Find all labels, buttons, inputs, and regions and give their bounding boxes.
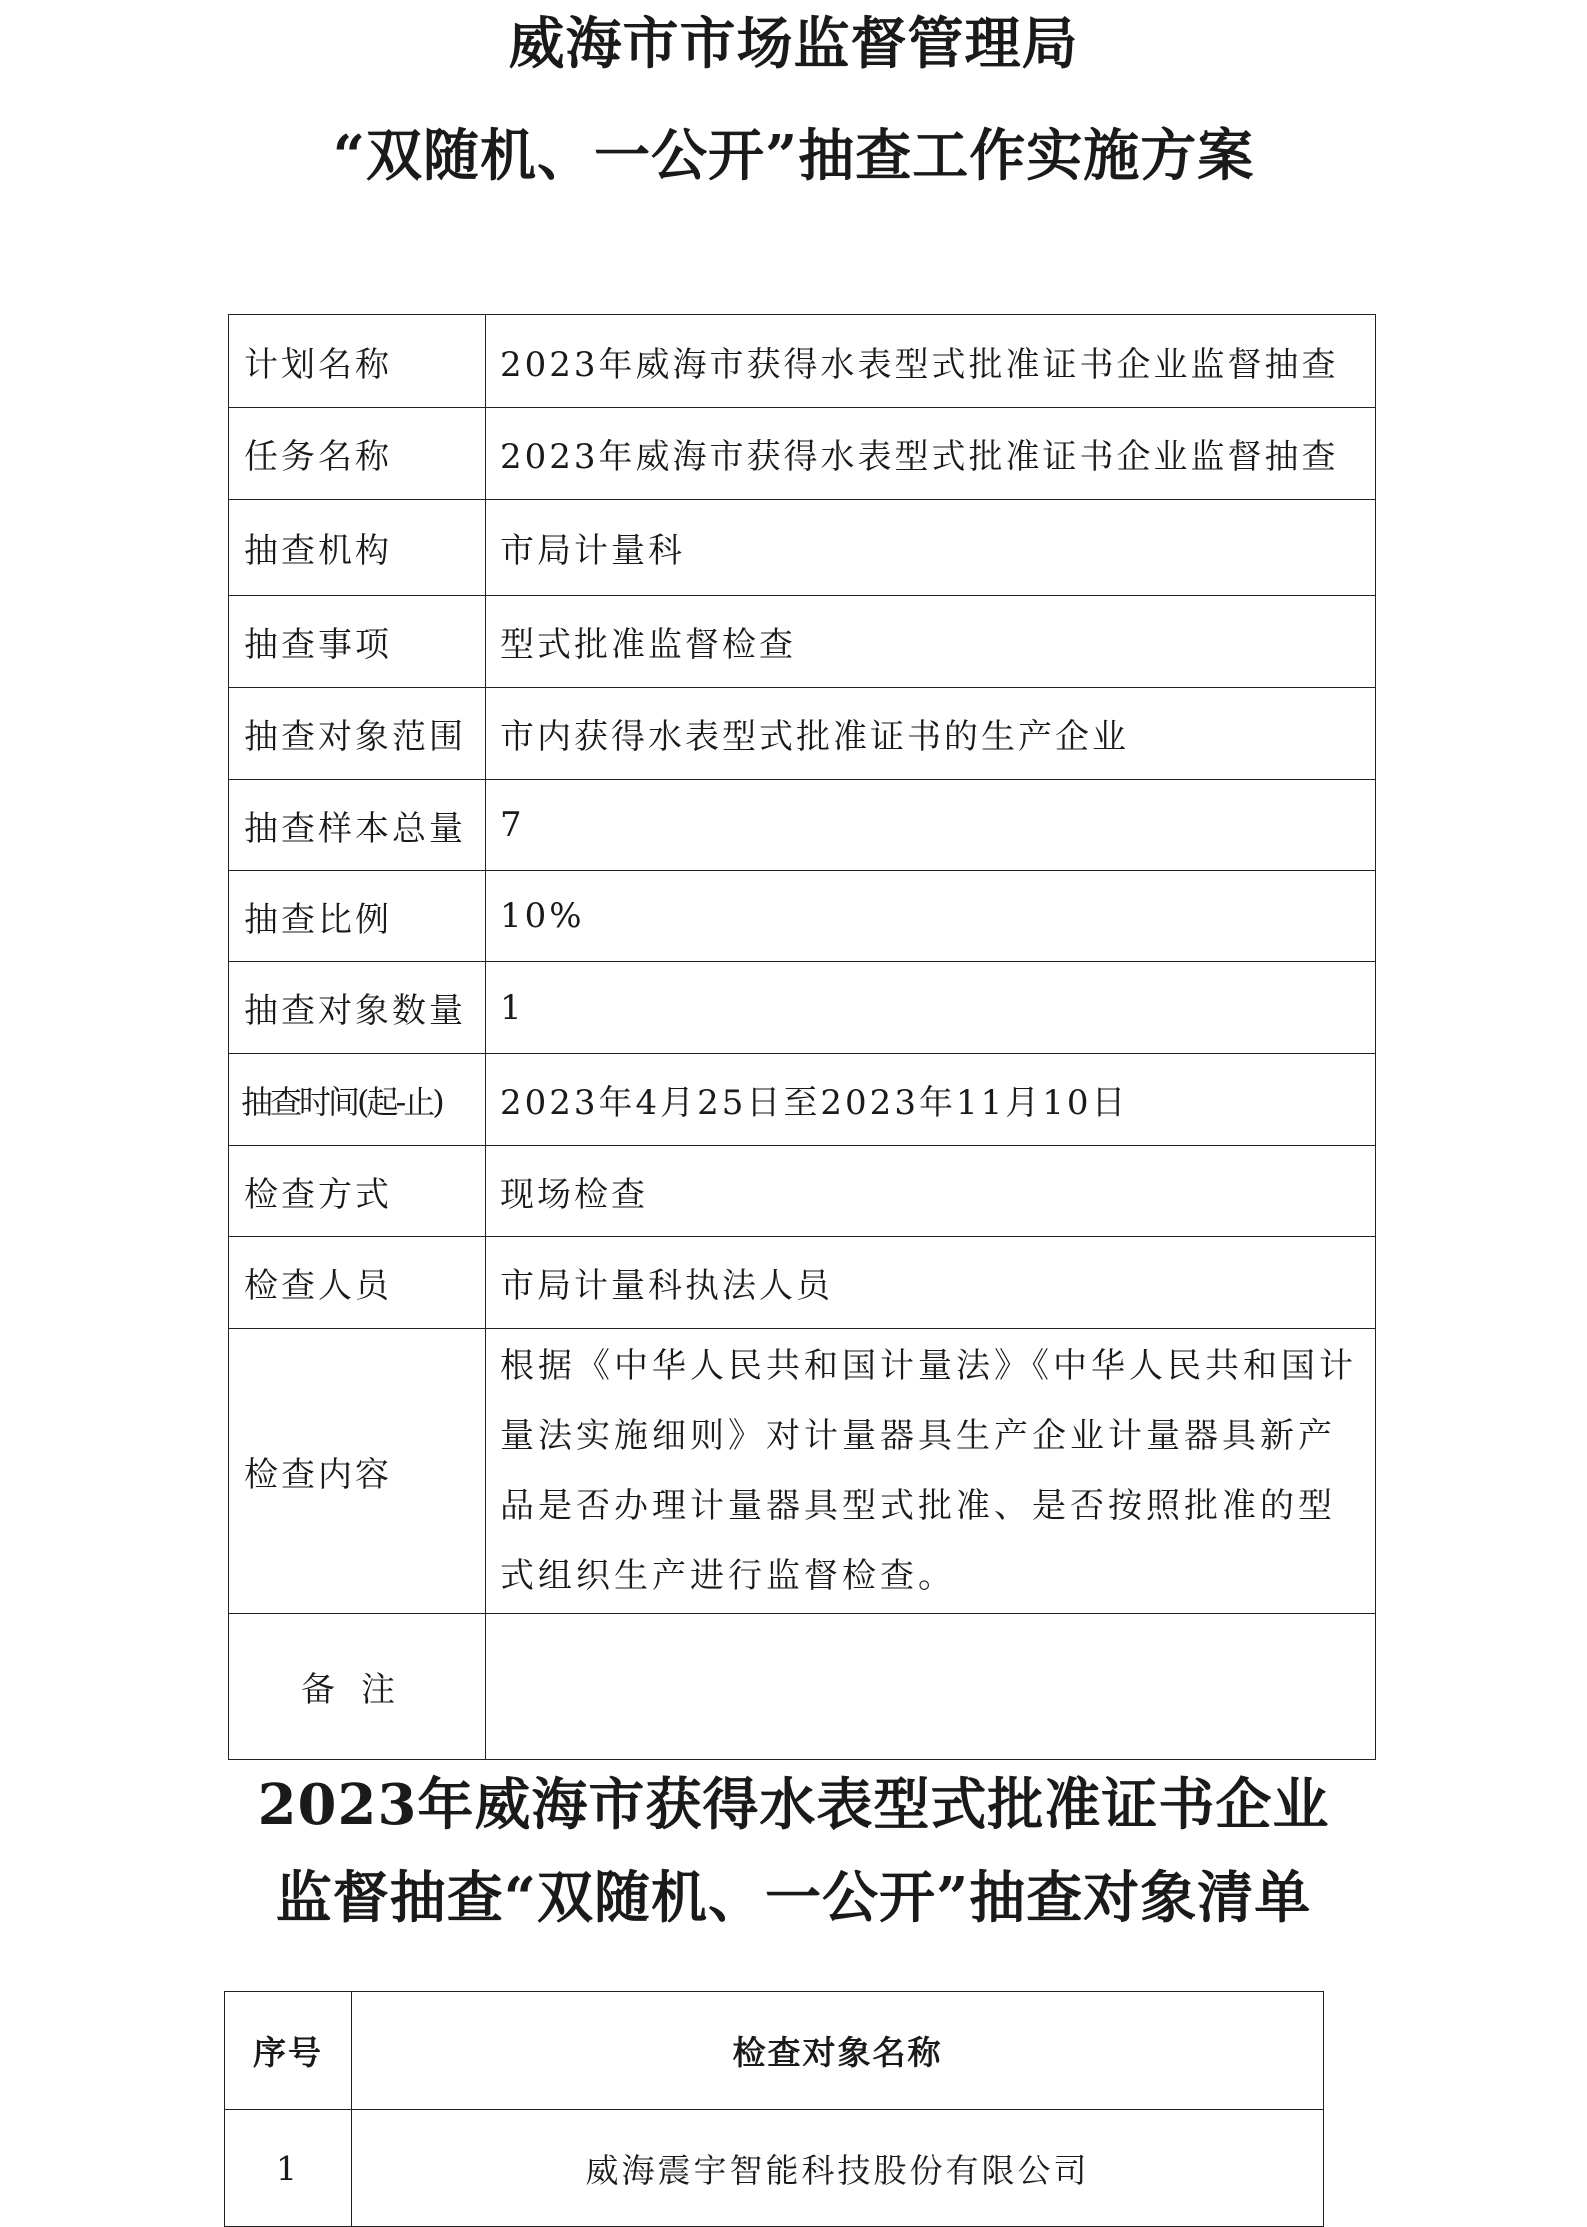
- row-label: 抽查比例: [229, 871, 486, 962]
- row-label: 检查方式: [229, 1146, 486, 1237]
- plan-row-task-name: [229, 408, 1376, 500]
- row-label: 备注: [229, 1614, 486, 1760]
- row-label: 抽查样本总量: [229, 780, 486, 871]
- row-label: 抽查事项: [229, 596, 486, 688]
- cell-name: 威海震宇智能科技股份有限公司: [352, 2110, 1324, 2227]
- row-value: 市局计量科执法人员: [486, 1237, 1376, 1329]
- row-value: 2023年4月25日至2023年11月10日: [486, 1054, 1376, 1146]
- row-value: 型式批准监督检查: [486, 596, 1376, 688]
- plan-row-content: [229, 1329, 1376, 1614]
- column-header-name: 检查对象名称: [352, 1992, 1324, 2110]
- column-header-index: 序号: [225, 1992, 352, 2110]
- plan-row-period: [229, 1054, 1376, 1146]
- row-label: 抽查机构: [229, 500, 486, 596]
- row-label: 检查内容: [229, 1329, 486, 1614]
- plan-row-plan-name: [229, 315, 1376, 408]
- row-label: 抽查对象数量: [229, 962, 486, 1054]
- plan-row-scope: [229, 688, 1376, 780]
- row-label: 抽查时间(起-止): [229, 1054, 486, 1146]
- row-label: 抽查对象范围: [229, 688, 486, 780]
- list-title-line-2: 监督抽查“双随机、一公开”抽查对象清单: [275, 1865, 1312, 1931]
- row-value: 市局计量科: [486, 500, 1376, 596]
- plan-row-item: [229, 596, 1376, 688]
- row-value: 现场检查: [486, 1146, 1376, 1237]
- plan-row-remarks: [229, 1614, 1376, 1760]
- row-label: 检查人员: [229, 1237, 486, 1329]
- document-title-line-1: 威海市市场监督管理局: [508, 11, 1079, 77]
- plan-table: [228, 314, 1376, 1760]
- row-value: 2023年威海市获得水表型式批准证书企业监督抽查: [486, 315, 1376, 408]
- plan-row-sample-total: [229, 780, 1376, 871]
- row-label: 计划名称: [229, 315, 486, 408]
- plan-row-object-count: [229, 962, 1376, 1054]
- row-value: 10%: [486, 871, 1376, 962]
- row-value: 根据《中华人民共和国计量法》《中华人民共和国计量法实施细则》对计量器具生产企业计量器具新产品是否办理计量器具型式批准、是否按照批准的型式组织生产进行监督检查。: [486, 1329, 1376, 1614]
- plan-row-inspectors: [229, 1237, 1376, 1329]
- row-label: 任务名称: [229, 408, 486, 500]
- row-value: 市内获得水表型式批准证书的生产企业: [486, 688, 1376, 780]
- row-value: 7: [486, 780, 1376, 871]
- row-value: [486, 1614, 1376, 1760]
- row-value: 1: [486, 962, 1376, 1054]
- table-row: [225, 2110, 1324, 2227]
- plan-row-method: [229, 1146, 1376, 1237]
- list-title-line-1: 2023年威海市获得水表型式批准证书企业: [257, 1772, 1330, 1838]
- table-header-row: [225, 1992, 1324, 2110]
- plan-row-ratio: [229, 871, 1376, 962]
- plan-row-agency: [229, 500, 1376, 596]
- row-value: 2023年威海市获得水表型式批准证书企业监督抽查: [486, 408, 1376, 500]
- document-title-line-2: “双随机、一公开”抽查工作实施方案: [332, 123, 1255, 189]
- inspection-object-table: [224, 1991, 1324, 2227]
- cell-index: 1: [225, 2110, 352, 2227]
